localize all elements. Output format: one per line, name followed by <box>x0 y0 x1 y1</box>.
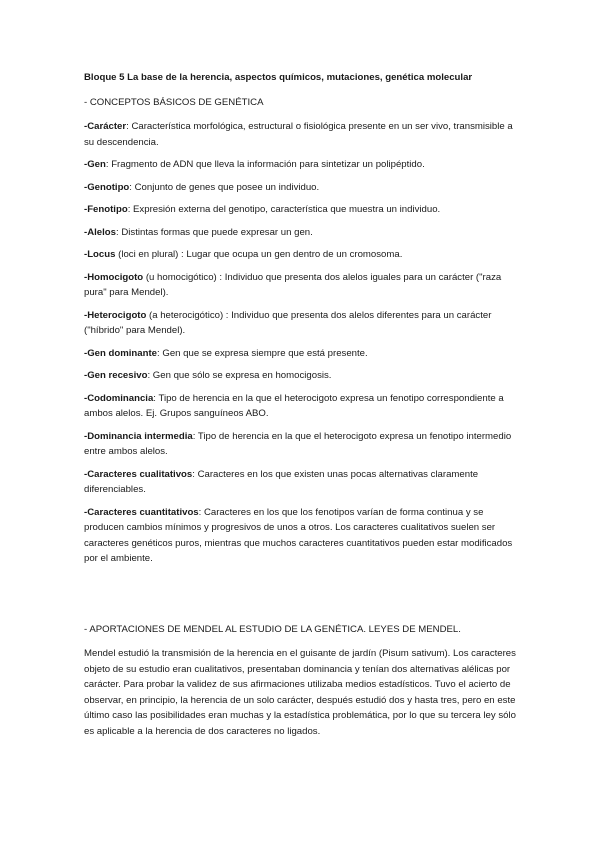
definition-term: -Carácter <box>84 121 127 132</box>
definition-item <box>84 505 520 567</box>
definition-item <box>84 429 520 460</box>
mendel-paragraph: Mendel estudió la transmisión de la herencia en el guisante de jardín (Pisum sativum). Los caracteres objeto de su estudio eran cualitativos, presentaban dominancia y tenían dos alternativas alélicas por carácter. Para probar la validez de sus afirmaciones utilizaba medios estadísticos. Tuvo el acierto de observar, en principio, la herencia de un solo carácter, después estudió dos y hasta tres, pero en este último caso las posibilidades eran muchas y la estadística problemática, por lo que su tercera ley sólo es aplicable a la herencia de dos caracteres no ligados. <box>84 648 516 737</box>
definition-term: -Heterocigoto <box>84 309 147 321</box>
section-heading-mendel: - APORTACIONES DE MENDEL AL ESTUDIO DE LA GENÉTICA. LEYES DE MENDEL. <box>84 623 461 635</box>
definition-text: : Caracteres en los que los fenotipos varían de forma continua y se producen cambios mínimos y progresivos de unos a otros. Los caracteres cualitativos suelen ser caracteres genéticos puros, mientras que muchos caracteres cuantitativos pueden estar modificados por el ambiente. <box>84 506 513 564</box>
definition-item <box>84 119 520 150</box>
definition-term: -Fenotipo <box>84 204 128 215</box>
definition-text: : Gen que se expresa siempre que está presente. <box>157 347 368 359</box>
definition-text: : Gen que sólo se expresa en homocigosis. <box>147 370 332 381</box>
definition-text: (u homocigótico) : Individuo que presenta dos alelos iguales para un carácter ("raza pura" para Mendel). <box>84 271 502 298</box>
definition-item <box>84 368 520 384</box>
definition-term: -Dominancia intermedia <box>84 430 193 442</box>
definition-text: (a heterocigótico) : Individuo que presenta dos alelos diferentes para un carácter ("híbrido" para Mendel). <box>84 309 492 336</box>
definition-item <box>84 247 520 263</box>
document-body <box>84 70 520 739</box>
definition-text: : Característica morfológica, estructural o fisiológica presente en un ser vivo, transmisible a su descendencia. <box>84 121 513 148</box>
section-spacer <box>84 574 520 622</box>
definition-item <box>84 308 520 339</box>
definition-term: -Caracteres cuantitativos <box>84 506 199 518</box>
definition-item <box>84 391 520 422</box>
definition-text: : Distintas formas que puede expresar un gen. <box>116 226 313 238</box>
document-title: Bloque 5 La base de la herencia, aspectos químicos, mutaciones, genética molecular <box>84 72 473 83</box>
definition-item <box>84 180 520 196</box>
definition-item <box>84 157 520 173</box>
definition-text: : Expresión externa del genotipo, característica que muestra un individuo. <box>127 204 441 215</box>
definition-term: -Codominancia <box>84 392 154 404</box>
definition-term: -Gen dominante <box>84 347 158 359</box>
definition-text: : Fragmento de ADN que lleva la información para sintetizar un polipéptido. <box>105 159 425 170</box>
definition-text: : Tipo de herencia en la que el heterocigoto expresa un fenotipo correspondiente a ambos alelos. Ej. Grupos sanguíneos ABO. <box>84 392 504 419</box>
definition-text: : Tipo de herencia en la que el heterocigoto expresa un fenotipo intermedio entre ambos alelos. <box>84 430 512 457</box>
definitions-list <box>84 119 520 567</box>
definition-item <box>84 225 520 241</box>
definition-text: (loci en plural) : Lugar que ocupa un gen dentro de un cromosoma. <box>115 249 403 260</box>
definition-term: -Homocigoto <box>84 271 144 283</box>
definition-text: : Conjunto de genes que posee un individuo. <box>129 181 320 193</box>
definition-item <box>84 202 520 218</box>
definition-term: -Locus <box>84 249 116 260</box>
definition-text: : Caracteres en los que existen unas pocas alternativas claramente diferenciables. <box>84 468 479 495</box>
definition-item <box>84 270 520 301</box>
definition-item <box>84 467 520 498</box>
definition-term: -Gen recesivo <box>84 370 148 381</box>
definition-item <box>84 346 520 362</box>
definition-term: -Gen <box>84 159 106 170</box>
definition-term: -Caracteres cualitativos <box>84 468 193 480</box>
definition-term: -Genotipo <box>84 181 130 193</box>
definition-term: -Alelos <box>84 226 116 238</box>
section-heading-conceptos: - CONCEPTOS BÁSICOS DE GENÉTICA <box>84 96 264 108</box>
